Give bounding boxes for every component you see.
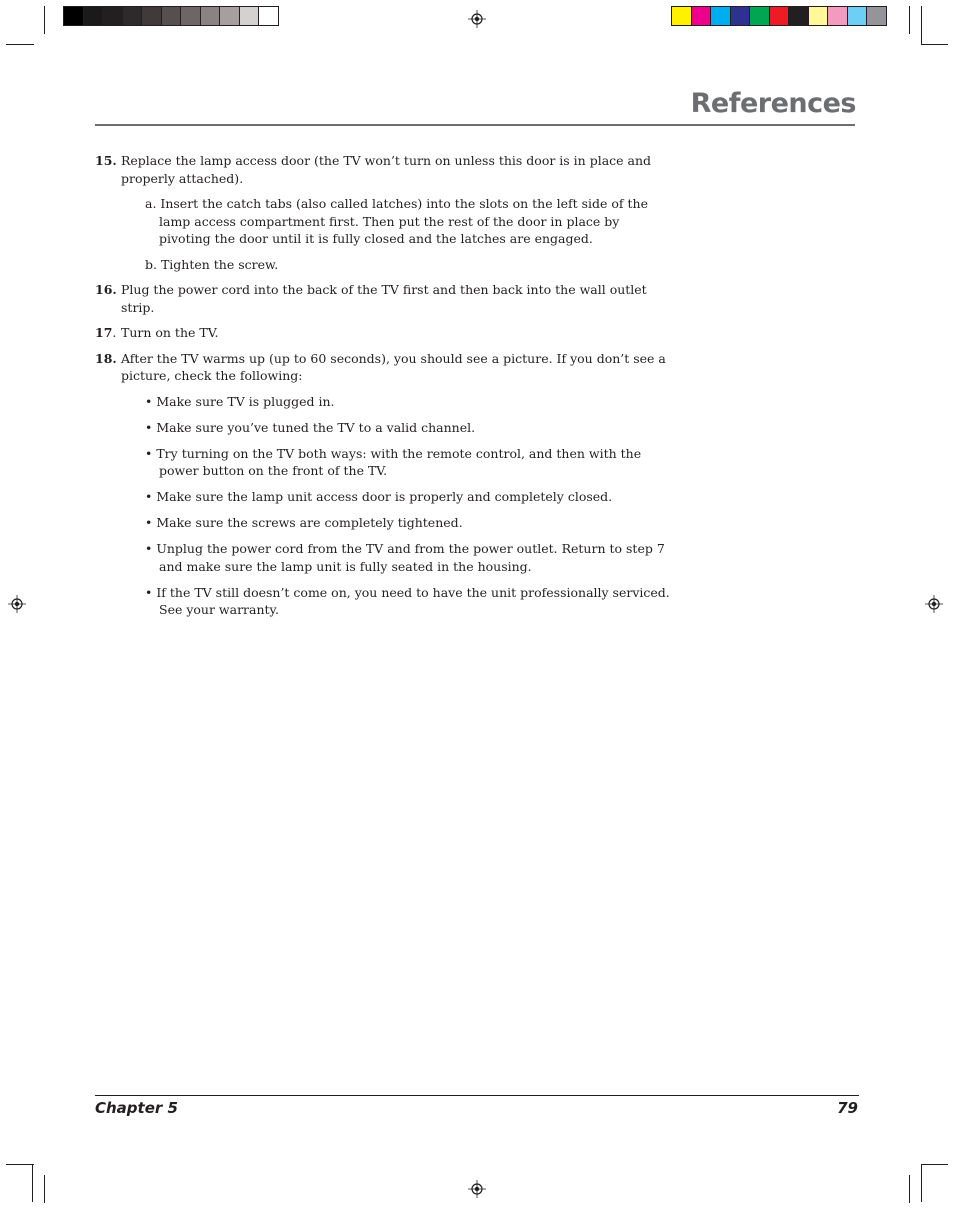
calibration-swatch: [64, 7, 84, 25]
color-calibration-bar: [671, 6, 887, 26]
calibration-swatch: [142, 7, 162, 25]
checklist-item: • Make sure the screws are completely tightened.: [145, 515, 463, 530]
calibration-swatch: [672, 7, 692, 25]
registration-mark-icon: [468, 10, 486, 28]
calibration-swatch: [259, 7, 278, 25]
calibration-swatch: [162, 7, 182, 25]
registration-mark-icon: [8, 595, 26, 613]
calibration-swatch: [848, 7, 868, 25]
calibration-swatch: [201, 7, 221, 25]
step-number: 16.: [95, 282, 117, 297]
calibration-swatch: [103, 7, 123, 25]
calibration-swatch: [84, 7, 104, 25]
checklist-item: • Make sure TV is plugged in.: [145, 393, 335, 409]
step-17: [95, 324, 670, 342]
footer-chapter: Chapter 5: [95, 1099, 178, 1117]
calibration-swatch: [828, 7, 848, 25]
calibration-swatch: [789, 7, 809, 25]
calibration-swatch: [711, 7, 731, 25]
calibration-swatch: [181, 7, 201, 25]
calibration-swatch: [240, 7, 260, 25]
registration-mark-icon: [468, 1180, 486, 1198]
step-text: Turn on the TV.: [121, 325, 219, 340]
grayscale-calibration-bar: [63, 6, 279, 26]
step-16: [95, 281, 670, 316]
calibration-swatch: [123, 7, 143, 25]
step-text: After the TV warms up (up to 60 seconds), you should see a picture. If you don’t see a picture, check the following:: [121, 350, 666, 383]
step-18: [95, 350, 670, 385]
checklist-item: • Make sure you’ve tuned the TV to a valid channel.: [145, 419, 476, 435]
checklist-item: • Try turning on the TV both ways: with the remote control, and then with the power button on the front of the TV.: [145, 445, 642, 478]
calibration-swatch: [750, 7, 770, 25]
step-15: [95, 152, 670, 187]
step-text: Replace the lamp access door (the TV won’t turn on unless this door is in place and properly attached).: [121, 153, 652, 186]
substep-b: b. Tighten the screw.: [145, 256, 279, 272]
step-number: 15.: [95, 153, 117, 168]
checklist-item: • Unplug the power cord from the TV and from the power outlet. Return to step 7 and make sure the lamp unit is fully seated in the housing.: [145, 541, 665, 574]
checklist-item: • Make sure the lamp unit access door is properly and completely closed.: [145, 489, 613, 504]
header-rule: [95, 124, 855, 126]
footer-rule: [95, 1095, 859, 1096]
step-number: 18.: [95, 350, 117, 366]
footer-page-number: 79: [837, 1099, 858, 1117]
calibration-swatch: [867, 7, 886, 25]
calibration-swatch: [731, 7, 751, 25]
calibration-swatch: [692, 7, 712, 25]
substep-a: a. Insert the catch tabs (also called latches) into the slots on the left side of the lamp access compartment first. Then put the rest of the door in place by pivoting the door until it is fully closed and the latches are engaged.: [145, 196, 648, 246]
registration-mark-icon: [925, 595, 943, 613]
calibration-swatch: [809, 7, 829, 25]
calibration-swatch: [220, 7, 240, 25]
page-title: References: [690, 88, 856, 119]
instructions: [95, 152, 670, 627]
calibration-swatch: [770, 7, 790, 25]
checklist-item: • If the TV still doesn’t come on, you need to have the unit professionally serviced. See your warranty.: [145, 584, 670, 617]
step-number: 17.: [95, 325, 117, 340]
step-text: Plug the power cord into the back of the TV first and then back into the wall outlet strip.: [121, 282, 647, 315]
